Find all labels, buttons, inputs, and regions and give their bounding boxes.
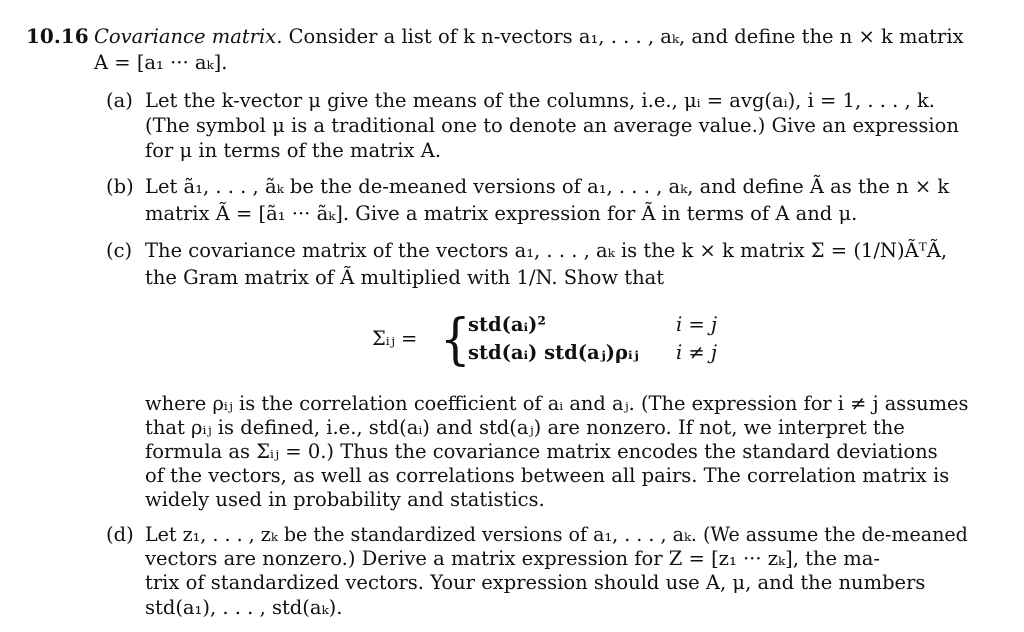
equation-case-2-cond: i ≠ j [676,341,718,364]
part-d-line-1: Let z₁, . . . , zₖ be the standardized versions of a₁, . . . , aₖ. (We assume the de-meaned [145,523,968,546]
equation-case-2-expr: std(aᵢ) std(aⱼ)ρᵢⱼ [468,341,639,364]
part-c-after-line-3: formula as Σᵢⱼ = 0.) Thus the covariance matrix encodes the standard deviations [145,440,938,463]
part-c-after-line-1: where ρᵢⱼ is the correlation coefficient of aᵢ and aⱼ. (The expression for i ≠ j assumes [145,392,969,415]
part-b-line-1: Let ã₁, . . . , ãₖ be the de-meaned versions of a₁, . . . , aₖ, and define Ã as the n × k [145,175,950,198]
part-c-after-line-2: that ρᵢⱼ is defined, i.e., std(aᵢ) and std(aⱼ) are nonzero. If not, we interpret the [145,416,905,439]
part-d-line-4: std(a₁), . . . , std(aₖ). [145,596,343,619]
part-b-label: (b) [106,175,134,198]
part-d-line-3: trix of standardized vectors. Your expression should use A, μ, and the numbers [145,571,926,594]
part-a-line-1: Let the k-vector μ give the means of the columns, i.e., μᵢ = avg(aᵢ), i = 1, . . . , k. [145,89,935,112]
problem-title: Covariance matrix. [94,25,283,48]
problem-number: 10.16 [26,24,89,48]
problem-intro-line-2: A = [a₁ ··· aₖ]. [94,51,228,74]
part-c-line-2: the Gram matrix of Ã multiplied with 1/N. Show that [145,266,665,289]
problem-intro-text: Consider a list of k n-vectors a₁, . . . , aₖ, and define the n × k matrix [282,25,964,48]
problem-intro-line-1 [94,25,964,48]
part-c-after-line-4: of the vectors, as well as correlations between all pairs. The correlation matrix is [145,464,950,487]
part-b-line-2: matrix Ã = [ã₁ ··· ãₖ]. Give a matrix expression for Ã in terms of A and μ. [145,202,858,225]
part-c-after-line-5: widely used in probability and statistics. [145,488,545,511]
part-a-line-3: for μ in terms of the matrix A. [145,139,442,162]
equation-case-1-cond: i = j [676,313,718,336]
part-a-line-2: (The symbol μ is a traditional one to denote an average value.) Give an expression [145,114,959,137]
part-c-label: (c) [106,239,133,262]
part-d-label: (d) [106,523,134,546]
part-c-line-1: The covariance matrix of the vectors a₁, . . . , aₖ is the k × k matrix Σ = (1/N)ÃᵀÃ, [145,239,948,262]
part-a-label: (a) [106,89,133,112]
part-d-line-2: vectors are nonzero.) Derive a matrix expression for Z = [z₁ ··· zₖ], the ma- [145,547,880,570]
equation-case-1-expr: std(aᵢ)² [468,313,546,336]
equation-lhs: Σᵢⱼ = [372,327,418,350]
cases-brace: { [440,307,471,372]
